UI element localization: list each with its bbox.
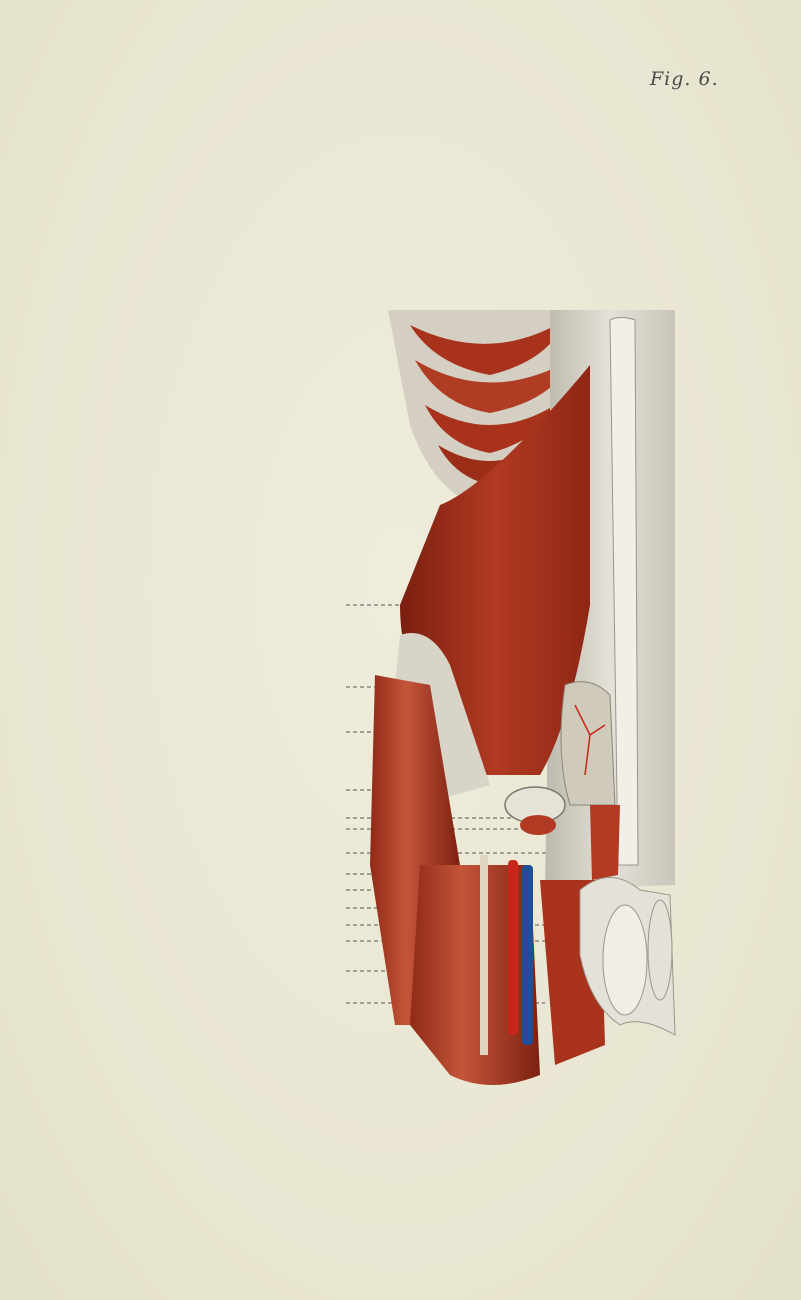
pyramidalis-muscle [590,805,620,880]
rectus-muscle [561,682,615,805]
femoral-artery [508,860,518,1035]
testis-left [603,905,647,1015]
figure-number: Fig. 6. [650,68,719,90]
spermatic-cord-emergence [520,815,556,835]
femoral-nerve [480,855,488,1055]
testis-right [648,900,672,1000]
femoral-vein [522,865,533,1045]
anatomical-illustration [340,305,685,1095]
quadriceps-muscle [410,865,540,1085]
